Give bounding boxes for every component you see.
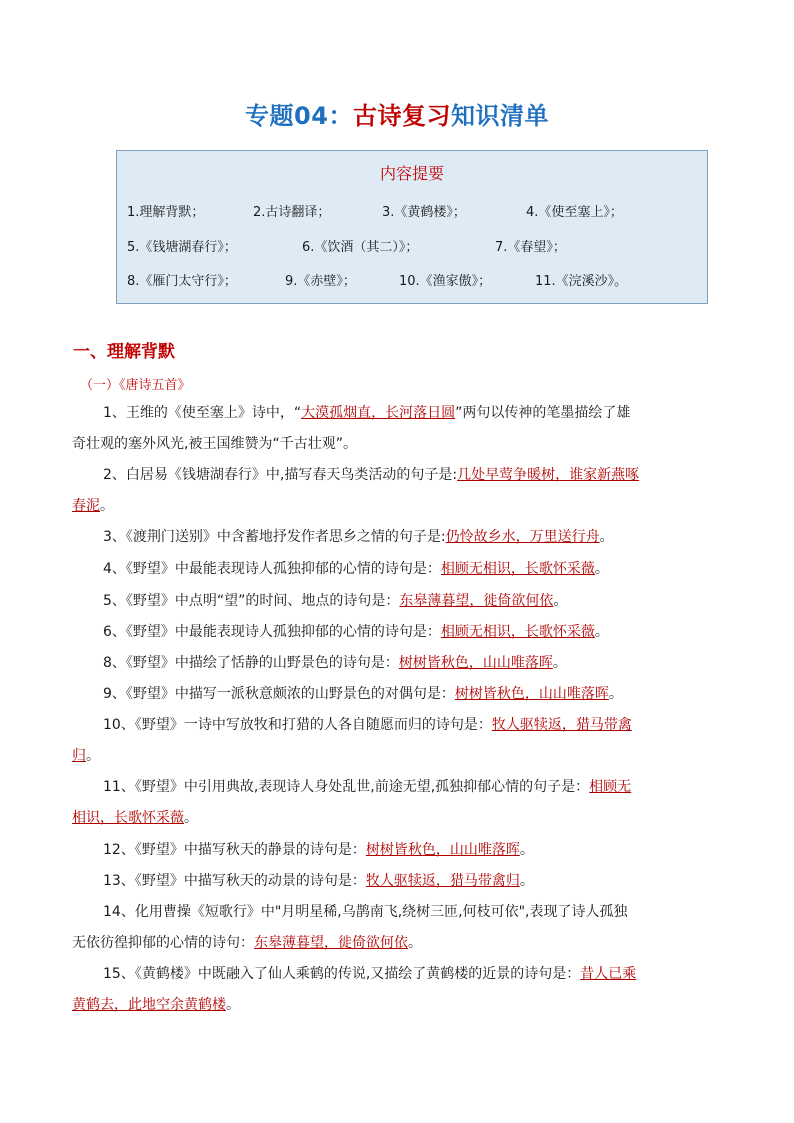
summary-item: 11.《浣溪沙》。 [535, 274, 628, 289]
text-line [72, 807, 198, 827]
answer-text: 树树皆秋色，山山唯落晖 [454, 686, 609, 702]
summary-item: 10.《渔家傲》； [399, 274, 492, 289]
line-text: 8、《野望》中描绘了恬静的山野景色的诗句是： [103, 655, 399, 671]
text-line [103, 526, 614, 546]
text-line [72, 994, 240, 1014]
line-text: 。 [594, 561, 609, 577]
answer-text: 牧人驱犊返，猎马带禽 [491, 717, 632, 733]
line-text: 。 [599, 529, 614, 545]
text-line [103, 714, 632, 734]
summary-item: 4.《使至塞上》； [526, 205, 623, 220]
line-text: 无依彷徨抑郁的心情的诗句： [72, 935, 254, 951]
line-text: 13、《野望》中描写秋天的动景的诗句是： [103, 873, 366, 889]
summary-item: 1.理解背默； [127, 205, 205, 220]
text-line [72, 745, 100, 765]
answer-text: 东皋薄暮望，徙倚欲何依 [399, 593, 554, 609]
line-text: 。 [100, 498, 114, 514]
summary-item: 3.《黄鹤楼》； [382, 205, 466, 220]
title-part-2: 古诗复习 [352, 102, 451, 130]
text-line [72, 495, 114, 515]
text-line [72, 932, 422, 952]
line-text: 6、《野望》中最能表现诗人孤独抑郁的心情的诗句是： [103, 624, 441, 640]
line-text: 15、《黄鹤楼》中既融入了仙人乘鹤的传说,又描绘了黄鹤楼的近景的诗句是： [103, 966, 581, 982]
page-title [0, 96, 794, 131]
section-heading: 一、理解背默 [73, 342, 175, 362]
line-text: 。 [519, 842, 534, 858]
text-line [103, 621, 609, 641]
summary-heading: 内容提要 [379, 164, 444, 183]
answer-text: 相顾无相识，长歌怀采薇 [440, 561, 595, 577]
line-text: 。 [184, 810, 198, 826]
summary-item: 7.《春望》； [495, 240, 566, 255]
answer-text: 几处早莺争暖树，谁家新燕啄 [457, 467, 640, 483]
sub-heading: （一）《唐诗五首》 [80, 378, 191, 393]
line-text: 1、王维的《使至塞上》诗中，“ [103, 405, 302, 421]
text-line [103, 464, 639, 484]
line-text: 。 [519, 873, 534, 889]
answer-text: 仍怜故乡水，万里送行舟 [445, 529, 600, 545]
line-text: 14、化用曹操《短歌行》中"月明星稀,乌鹊南飞,绕树三匝,何枝可依",表现了诗人孤独 [103, 904, 628, 920]
line-text: 9、《野望》中描写一派秋意颇浓的山野景色的对偶句是： [103, 686, 455, 702]
line-text: 。 [553, 593, 568, 609]
text-line [103, 901, 628, 921]
answer-text: 树树皆秋色，山山唯落晖 [398, 655, 553, 671]
answer-text: 黄鹤去，此地空余黄鹤楼 [72, 997, 226, 1013]
line-text: 。 [552, 655, 567, 671]
text-line [103, 402, 630, 422]
summary-item: 9.《赤壁》； [285, 274, 356, 289]
text-line [103, 590, 567, 610]
line-text: ”两句以传神的笔墨描绘了雄 [455, 405, 631, 421]
line-text: 10、《野望》一诗中写放牧和打猎的人各自随愿而归的诗句是： [103, 717, 492, 733]
text-line [103, 776, 631, 796]
line-text: 2、白居易《钱塘湖春行》中,描写春天鸟类活动的句子是: [103, 467, 458, 483]
answer-text: 相识，长歌怀采薇 [72, 810, 184, 826]
text-line [103, 839, 534, 859]
summary-item: 2.古诗翻译； [253, 205, 331, 220]
line-text: 。 [608, 686, 623, 702]
text-line [103, 558, 609, 578]
line-text: 。 [86, 748, 100, 764]
summary-item: 8.《雁门太守行》； [127, 274, 237, 289]
summary-item: 6.《饮酒（其二）》； [302, 240, 419, 255]
title-part-3: 知识清单 [450, 102, 549, 130]
line-text: 。 [226, 997, 240, 1013]
line-text: 3、《渡荆门送别》中含蓄地抒发作者思乡之情的句子是: [103, 529, 446, 545]
answer-text: 树树皆秋色，山山唯落晖 [365, 842, 520, 858]
line-text: 奇壮观的塞外风光,被王国维赞为“千古壮观”。 [72, 436, 357, 452]
text-line [103, 683, 623, 703]
answer-text: 东皋薄暮望，徙倚欲何依 [254, 935, 408, 951]
line-text: 11、《野望》中引用典故,表现诗人身处乱世,前途无望,孤独抑郁心情的句子是： [103, 779, 590, 795]
text-line [103, 870, 534, 890]
answer-text: 归 [72, 748, 86, 764]
answer-text: 牧人驱犊返，猎马带禽归 [365, 873, 520, 889]
text-line [72, 433, 357, 453]
line-text: 。 [594, 624, 609, 640]
answer-text: 大漠孤烟直，长河落日圆 [301, 405, 456, 421]
line-text: 。 [408, 935, 422, 951]
answer-text: 春泥 [72, 498, 100, 514]
text-line [103, 652, 567, 672]
answer-text: 相顾无 [589, 779, 632, 795]
title-part-1: 专题04： [245, 102, 353, 130]
line-text: 4、《野望》中最能表现诗人孤独抑郁的心情的诗句是： [103, 561, 441, 577]
answer-text: 昔人已乘 [580, 966, 637, 982]
summary-item: 5.《钱塘湖春行》； [127, 240, 237, 255]
line-text: 5、《野望》中点明“望”的时间、地点的诗句是： [103, 593, 400, 609]
text-line [103, 963, 636, 983]
line-text: 12、《野望》中描写秋天的静景的诗句是： [103, 842, 366, 858]
answer-text: 相顾无相识，长歌怀采薇 [440, 624, 595, 640]
content-summary-box [116, 150, 708, 304]
